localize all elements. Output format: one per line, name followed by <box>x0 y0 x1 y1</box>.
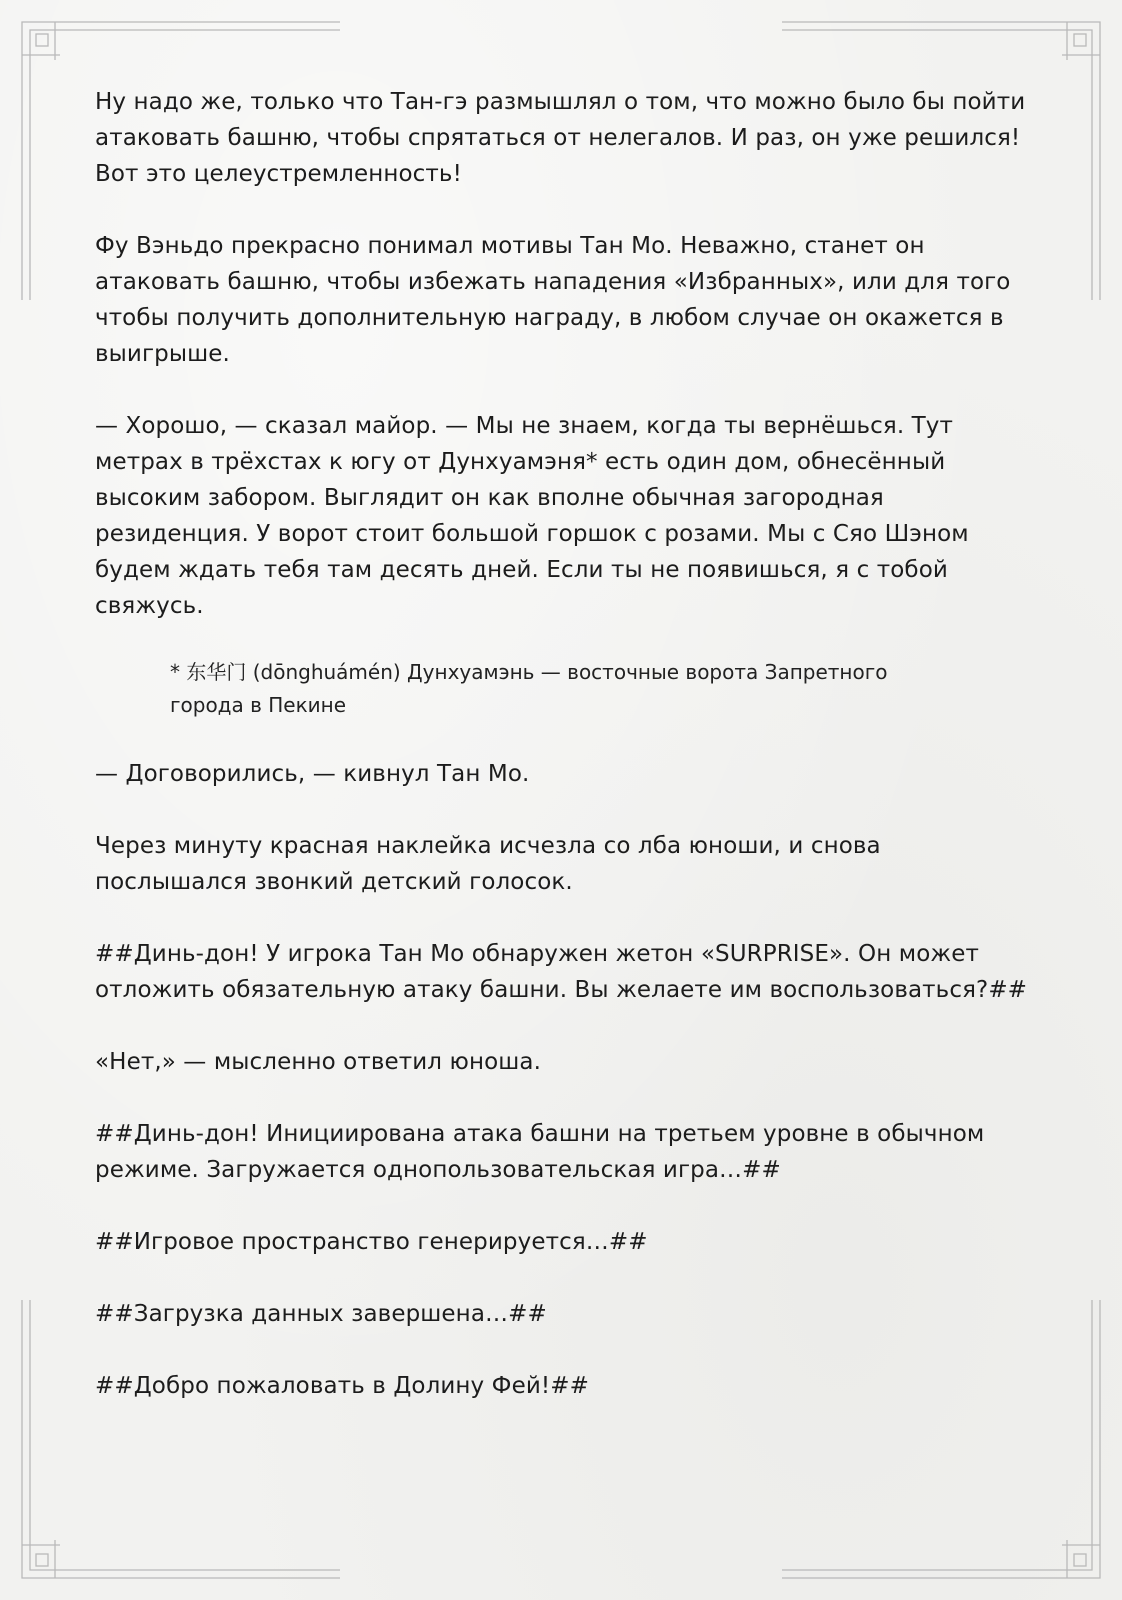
system-message: ##Динь-дон! У игрока Тан Мо обнаружен жетон «SURPRISE». Он может отложить обязательную атаку башни. Вы желаете им воспользоваться?## <box>95 941 1028 1003</box>
paragraph: — Хорошо, — сказал майор. — Мы не знаем, когда ты вернёшься. Тут метрах в трёхстах к югу от Дунхуамэня* есть один дом, обнесённый высоким забором. Выглядит он как вполне обычная загородная резиденция. У ворот стоит большой горшок с розами. Мы с Сяо Шэном будем ждать тебя там десять дней. Если ты не появишься, я с тобой свяжусь. <box>95 413 969 619</box>
chapter-text <box>95 84 1035 1440</box>
paragraph: Через минуту красная наклейка исчезла со лба юноши, и снова послышался звонкий детский голосок. <box>95 833 881 895</box>
paragraph: Фу Вэньдо прекрасно понимал мотивы Тан Мо. Неважно, станет он атаковать башню, чтобы избежать нападения «Избранных», или для того чтобы получить дополнительную награду, в любом случае он окажется в выигрыше. <box>95 233 1011 367</box>
paragraph: — Договорились, — кивнул Тан Мо. <box>95 761 530 787</box>
system-message: ##Добро пожаловать в Долину Фей!## <box>95 1373 589 1399</box>
paragraph: «Нет,» — мысленно ответил юноша. <box>95 1049 542 1075</box>
system-message: ##Игровое пространство генерируется…## <box>95 1229 648 1255</box>
system-message: ##Загрузка данных завершена…## <box>95 1301 547 1327</box>
paragraph: Ну надо же, только что Тан-гэ размышлял о том, что можно было бы пойти атаковать башню, чтобы спрятаться от нелегалов. И раз, он уже решился! Вот это целеустремленность! <box>95 89 1026 187</box>
footnote: * 东华门 (dōnghuámén) Дунхуамэнь — восточные ворота Запретного города в Пекине <box>170 660 888 717</box>
system-message: ##Динь-дон! Инициирована атака башни на третьем уровне в обычном режиме. Загружается однопользовательская игра…## <box>95 1121 985 1183</box>
